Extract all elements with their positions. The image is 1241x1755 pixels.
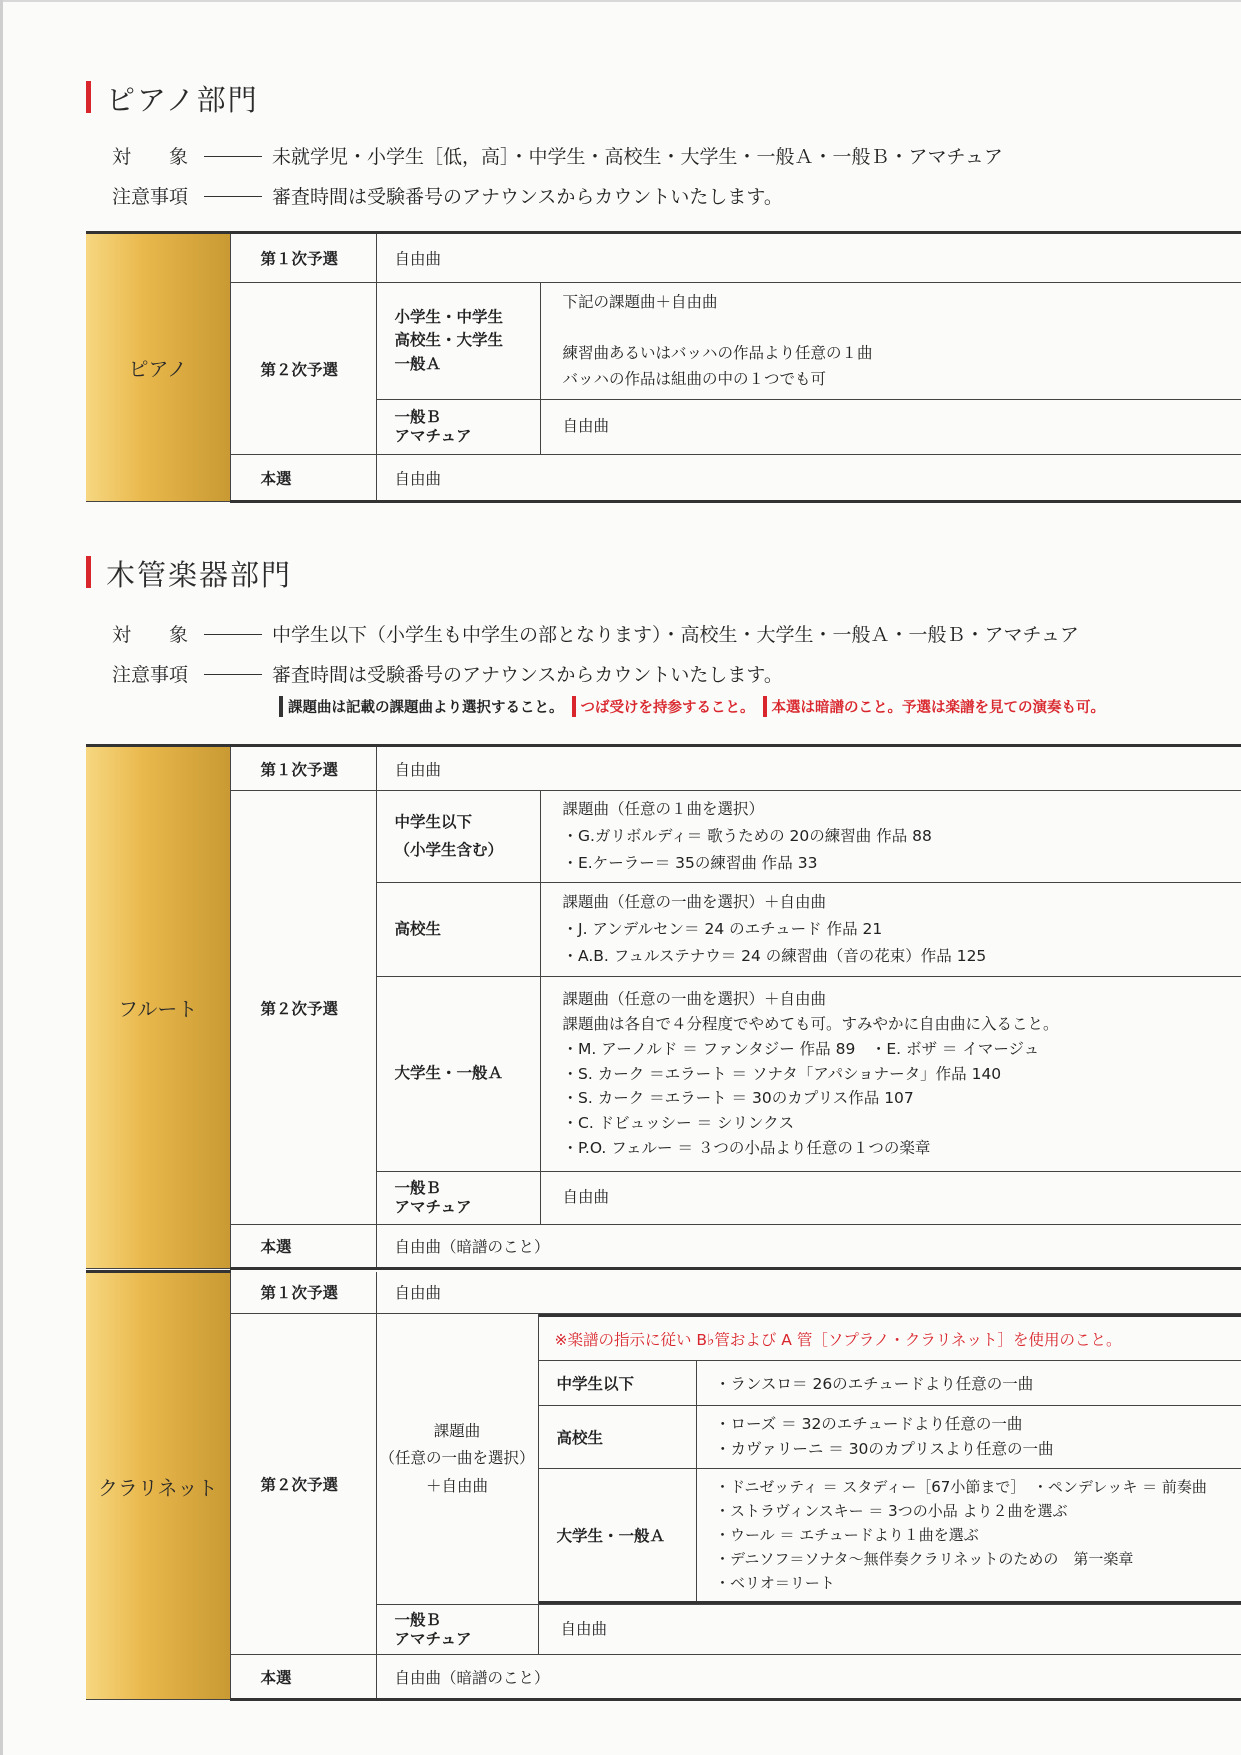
round1-label: 第１次予選	[230, 746, 376, 791]
notes-label: 注意事項	[112, 664, 189, 686]
clarinet-inner-table	[539, 1314, 1241, 1604]
round1-label: 第１次予選	[230, 233, 376, 283]
target-label: 対 象	[112, 146, 189, 168]
piano-section-title	[86, 78, 259, 119]
final-label: 本選	[230, 1225, 376, 1269]
notes-label: 注意事項	[112, 186, 189, 208]
woodwind-notes	[279, 696, 1113, 717]
woodwind-notes-line	[112, 660, 783, 687]
note-item: 課題曲は記載の課題曲より選択すること。	[279, 696, 564, 717]
notes-value: 審査時間は受験番号のアナウンスからカウントいたします。	[272, 664, 783, 686]
final-value: 自由曲（暗譜のこと）	[376, 1655, 1241, 1700]
content-cell: ・ドニゼッティ ＝ スタディー［67小節まで］ ・ペンデレッキ ＝ 前奏曲 ・ストラヴィンスキー ＝ 3つの小品 より２曲を選ぶ ・ウール ＝ エチュードより１曲を選ぶ ・デニソフ＝ソナタ～無伴奏クラリネットのための 第一楽章 ・ベリオ＝リート	[697, 1469, 1241, 1603]
round1-label: 第１次予選	[230, 1272, 376, 1314]
category-cell: 一般Ｂ アマチュア	[376, 1605, 538, 1655]
category-cell: 小学生・中学生 高校生・大学生 一般Ａ	[376, 283, 540, 400]
task-label-cell: 課題曲 （任意の一曲を選択） ＋自由曲	[376, 1314, 538, 1605]
note-item: つば受けを持参すること。	[572, 696, 755, 717]
content-cell: 自由曲	[538, 1605, 1241, 1655]
woodwind-target-line	[112, 620, 1079, 647]
content-cell: ・ランスロ＝ 26のエチュードより任意の一曲	[697, 1361, 1241, 1406]
clarinet-notice: ※楽譜の指示に従い B♭管および A 管［ソプラノ・クラリネット］を使用のこと。	[539, 1316, 1241, 1361]
final-value: 自由曲	[376, 455, 1241, 502]
piano-notes-line	[112, 182, 783, 209]
round1-value: 自由曲	[376, 1272, 1241, 1314]
target-label: 対 象	[112, 624, 189, 646]
instrument-cell: クラリネット	[86, 1272, 230, 1700]
category-cell: 中学生以下	[539, 1361, 697, 1406]
final-label: 本選	[230, 455, 376, 502]
target-value: 中学生以下（小学生も中学生の部となります）・高校生・大学生・一般Ａ・一般Ｂ・アマチュア	[272, 624, 1079, 646]
instrument-cell: ピアノ	[86, 233, 230, 502]
category-cell: 中学生以下 （小学生含む）	[376, 791, 540, 883]
round1-value: 自由曲	[376, 746, 1241, 791]
category-cell: 高校生	[376, 883, 540, 977]
content-cell: 課題曲（任意の一曲を選択）＋自由曲 ・J. アンデルセン＝ 24 のエチュード 作品 21 ・A.B. フュルステナウ＝ 24 の練習曲（音の花束）作品 125	[540, 883, 1241, 977]
round2-label: 第２次予選	[230, 1314, 376, 1655]
content-cell: 課題曲（任意の一曲を選択）＋自由曲 課題曲は各自で４分程度でやめても可。すみやかに自由曲に入ること。 ・M. アーノルド ＝ ファンタジー 作品 89 ・E. ボザ ＝ イマージュ ・S. カーク ＝エラート ＝ ソナタ「アパショナータ」作品 140 ・S. カーク ＝エラート ＝ 30のカプリス作品 107 ・C. ドビュッシー ＝ シリンクス ・P.O. フェルー ＝ ３つの小品より任意の１つの楽章	[540, 977, 1241, 1172]
flute-schedule-table	[86, 744, 1241, 1270]
title-marker	[86, 556, 91, 588]
content-cell: 下記の課題曲＋自由曲 練習曲あるいはバッハの作品より任意の１曲 バッハの作品は組曲の中の１つでも可	[540, 283, 1241, 400]
instrument-cell: フルート	[86, 746, 230, 1269]
notes-value: 審査時間は受験番号のアナウンスからカウントいたします。	[272, 186, 783, 208]
clarinet-schedule-table	[86, 1270, 1241, 1701]
round1-value: 自由曲	[376, 233, 1241, 283]
category-cell: 大学生・一般Ａ	[376, 977, 540, 1172]
round2-label: 第２次予選	[230, 791, 376, 1225]
content-cell: 自由曲	[540, 1172, 1241, 1225]
page-left-edge	[0, 0, 3, 1755]
woodwind-title-text: 木管楽器部門	[106, 558, 293, 592]
content-cell: 課題曲（任意の１曲を選択） ・G.ガリボルディ＝ 歌うための 20の練習曲 作品 88 ・E.ケーラー＝ 35の練習曲 作品 33	[540, 791, 1241, 883]
piano-target-line	[112, 142, 1003, 169]
note-item: 本選は暗譜のこと。予選は楽譜を見ての演奏も可。	[763, 696, 1106, 717]
final-value: 自由曲（暗譜のこと）	[376, 1225, 1241, 1269]
clarinet-task-cell	[538, 1314, 1241, 1605]
category-cell: 大学生・一般Ａ	[539, 1469, 697, 1603]
content-cell: ・ローズ ＝ 32のエチュードより任意の一曲 ・カヴァリーニ ＝ 30のカプリスより任意の一曲	[697, 1406, 1241, 1469]
final-label: 本選	[230, 1655, 376, 1700]
category-cell: 一般Ｂ アマチュア	[376, 1172, 540, 1225]
category-cell: 一般Ｂ アマチュア	[376, 400, 540, 455]
piano-schedule-table	[86, 231, 1241, 503]
piano-title-text: ピアノ部門	[106, 83, 259, 117]
title-marker	[86, 81, 91, 113]
woodwind-section-title	[86, 553, 292, 594]
category-cell: 高校生	[539, 1406, 697, 1469]
content-cell: 自由曲	[540, 400, 1241, 455]
target-value: 未就学児・小学生［低，高］・中学生・高校生・大学生・一般Ａ・一般Ｂ・アマチュア	[272, 146, 1003, 168]
page-top-edge	[0, 0, 1241, 2]
round2-label: 第２次予選	[230, 283, 376, 455]
